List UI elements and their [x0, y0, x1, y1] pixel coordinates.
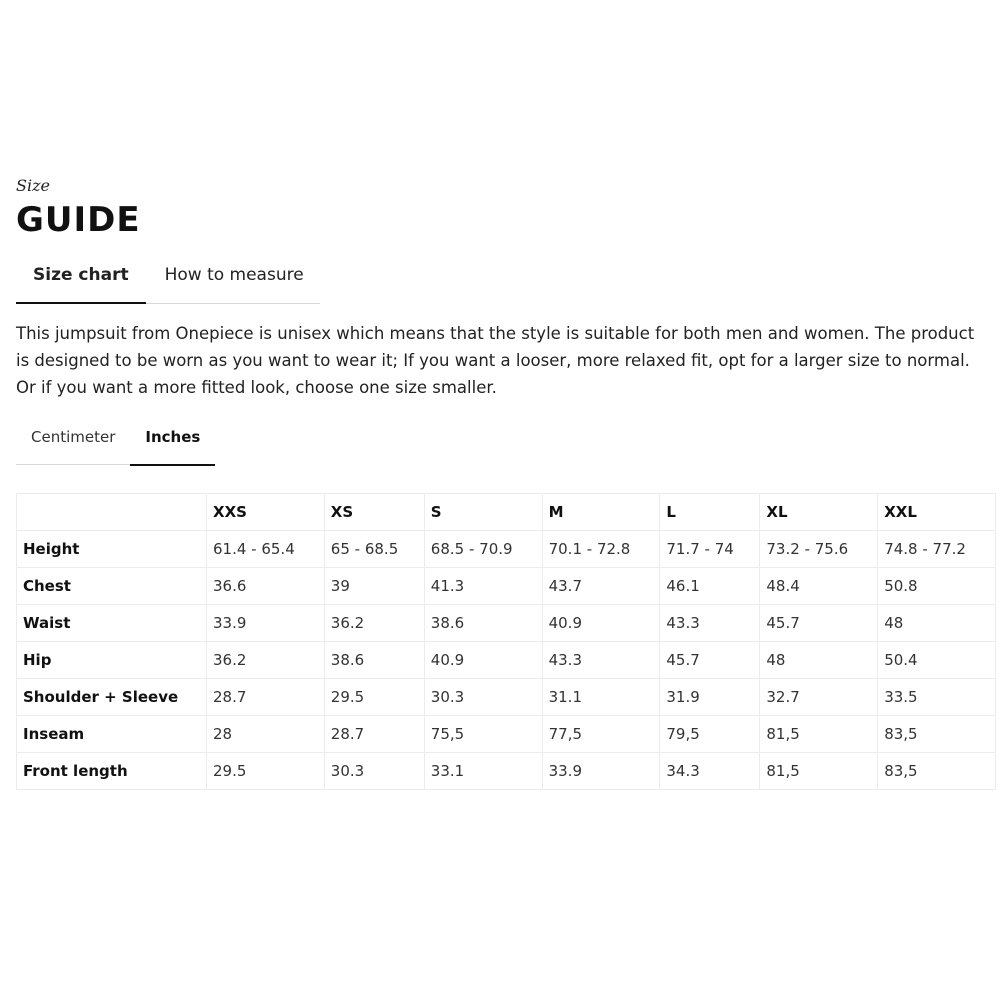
table-cell: 71.7 - 74 — [660, 531, 760, 568]
size-header-xs: XS — [324, 494, 424, 531]
table-cell: 36.2 — [324, 605, 424, 642]
row-label: Chest — [17, 568, 207, 605]
table-row — [17, 642, 996, 679]
table-cell: 83,5 — [878, 716, 996, 753]
table-cell: 29.5 — [324, 679, 424, 716]
table-cell: 65 - 68.5 — [324, 531, 424, 568]
table-cell: 38.6 — [424, 605, 542, 642]
table-cell: 28.7 — [207, 679, 325, 716]
table-cell: 81,5 — [760, 716, 878, 753]
corner-cell — [17, 494, 207, 531]
tab-how-to-measure[interactable]: How to measure — [164, 265, 304, 285]
table-cell: 36.6 — [207, 568, 325, 605]
size-header-xxl: XXL — [878, 494, 996, 531]
table-cell: 38.6 — [324, 642, 424, 679]
unit-tabs — [16, 425, 214, 465]
row-label: Waist — [17, 605, 207, 642]
table-cell: 41.3 — [424, 568, 542, 605]
table-cell: 31.9 — [660, 679, 760, 716]
product-description: This jumpsuit from Onepiece is unisex which means that the style is suitable for both men and women. The product is designed to be worn as you want to wear it; If you want a looser, more relaxed fit, opt for a larger size to normal. Or if you want a more fitted look, choose one size smaller. — [16, 324, 975, 397]
table-row — [17, 568, 996, 605]
table-cell: 74.8 - 77.2 — [878, 531, 996, 568]
size-header-xxs: XXS — [207, 494, 325, 531]
row-label: Hip — [17, 642, 207, 679]
row-label: Shoulder + Sleeve — [17, 679, 207, 716]
unit-tab-centimeter[interactable]: Centimeter — [31, 428, 116, 446]
table-row — [17, 679, 996, 716]
table-cell: 43.7 — [542, 568, 660, 605]
table-cell: 46.1 — [660, 568, 760, 605]
table-cell: 43.3 — [660, 605, 760, 642]
guide-eyebrow: Size — [16, 176, 50, 195]
table-cell: 48.4 — [760, 568, 878, 605]
table-cell: 75,5 — [424, 716, 542, 753]
table-cell: 77,5 — [542, 716, 660, 753]
table-cell: 43.3 — [542, 642, 660, 679]
table-cell: 40.9 — [542, 605, 660, 642]
table-cell: 33.5 — [878, 679, 996, 716]
table-cell: 79,5 — [660, 716, 760, 753]
table-cell: 45.7 — [760, 605, 878, 642]
table-row — [17, 753, 996, 790]
table-row — [17, 531, 996, 568]
unit-tab-inches[interactable]: Inches — [130, 425, 215, 466]
size-table — [16, 493, 996, 790]
table-cell: 30.3 — [324, 753, 424, 790]
table-row — [17, 605, 996, 642]
table-cell: 73.2 - 75.6 — [760, 531, 878, 568]
table-cell: 32.7 — [760, 679, 878, 716]
row-label: Height — [17, 531, 207, 568]
table-cell: 50.8 — [878, 568, 996, 605]
size-header-s: S — [424, 494, 542, 531]
table-cell: 81,5 — [760, 753, 878, 790]
guide-title: GUIDE — [16, 200, 141, 240]
size-guide — [16, 176, 996, 790]
table-cell: 68.5 - 70.9 — [424, 531, 542, 568]
row-label: Inseam — [17, 716, 207, 753]
table-cell: 28.7 — [324, 716, 424, 753]
table-cell: 33.9 — [207, 605, 325, 642]
tab-size-chart[interactable]: Size chart — [16, 260, 146, 304]
table-cell: 39 — [324, 568, 424, 605]
size-header-l: L — [660, 494, 760, 531]
guide-tabs — [16, 260, 320, 304]
table-cell: 31.1 — [542, 679, 660, 716]
table-cell: 30.3 — [424, 679, 542, 716]
size-header-row — [17, 494, 996, 531]
table-cell: 33.1 — [424, 753, 542, 790]
table-cell: 45.7 — [660, 642, 760, 679]
size-header-xl: XL — [760, 494, 878, 531]
table-cell: 70.1 - 72.8 — [542, 531, 660, 568]
table-cell: 29.5 — [207, 753, 325, 790]
table-cell: 34.3 — [660, 753, 760, 790]
table-cell: 61.4 - 65.4 — [207, 531, 325, 568]
table-row — [17, 716, 996, 753]
table-cell: 48 — [878, 605, 996, 642]
table-cell: 40.9 — [424, 642, 542, 679]
size-header-m: M — [542, 494, 660, 531]
table-cell: 33.9 — [542, 753, 660, 790]
table-cell: 28 — [207, 716, 325, 753]
table-cell: 83,5 — [878, 753, 996, 790]
row-label: Front length — [17, 753, 207, 790]
table-cell: 48 — [760, 642, 878, 679]
table-cell: 50.4 — [878, 642, 996, 679]
table-cell: 36.2 — [207, 642, 325, 679]
